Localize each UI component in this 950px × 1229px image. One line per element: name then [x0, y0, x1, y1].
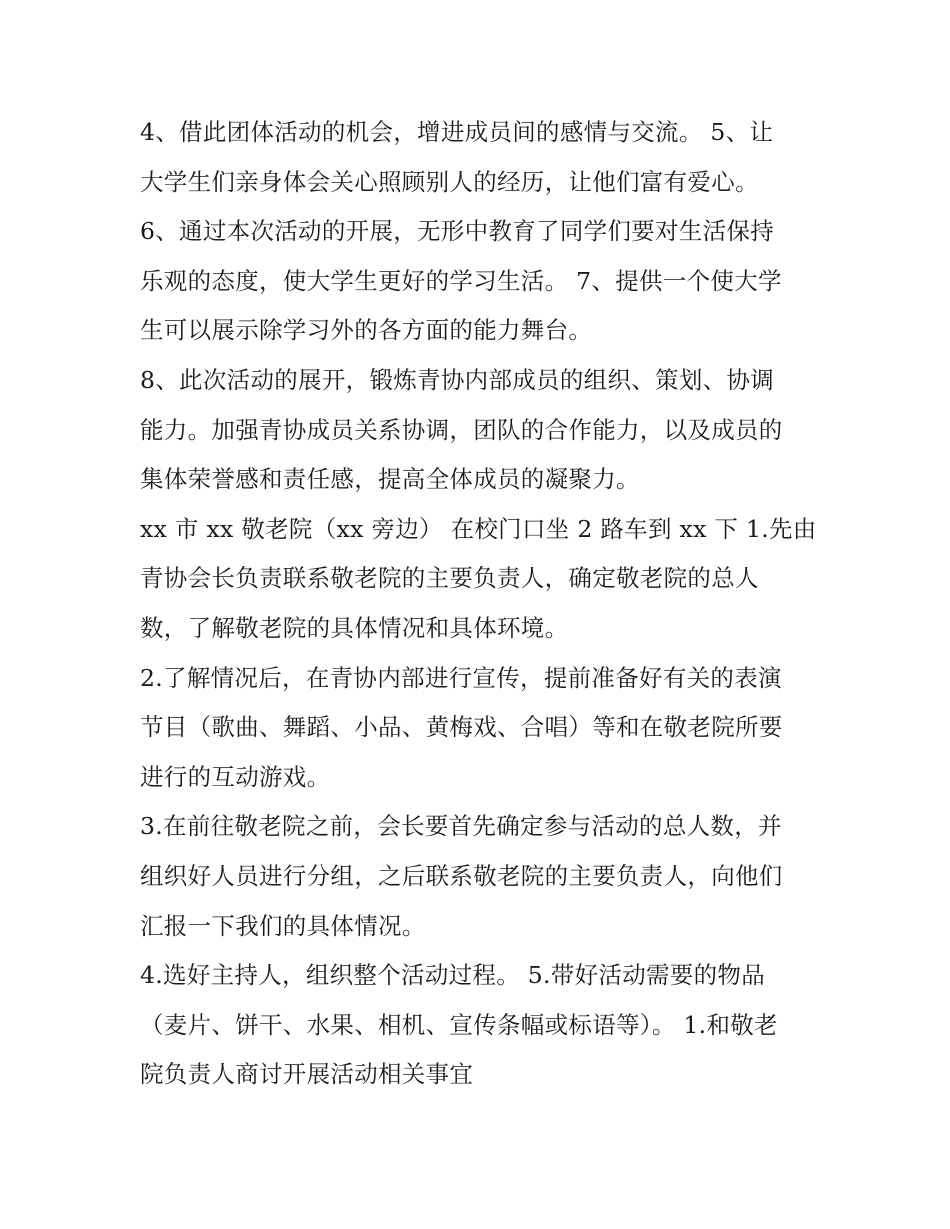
text-line: 能力。加强青协成员关系协调，团队的合作能力，以及成员的 — [140, 415, 783, 444]
text-line: 数，了解敬老院的具体情况和具体环境。 — [140, 613, 569, 642]
text-line: 院负责人商讨开展活动相关事宜 — [140, 1060, 474, 1089]
text-line: 生可以展示除学习外的各方面的能力舞台。 — [140, 316, 593, 345]
text-line: 3.在前往敬老院之前，会长要首先确定参与活动的总人数，并 — [140, 812, 782, 841]
paragraph-step-3 — [140, 802, 820, 951]
text-line: 大学生们亲身体会关心照顾别人的经历，让他们富有爱心。 — [140, 167, 759, 196]
text-line: （麦片、饼干、水果、相机、宣传条幅或标语等）。 1.和敬老 — [140, 1010, 778, 1039]
paragraph-step-2 — [140, 654, 820, 803]
text-line: 6、通过本次活动的开展，无形中教育了同学们要对生活保持 — [140, 217, 775, 246]
paragraph-step-4-5 — [140, 951, 820, 1100]
paragraph-location-step-1 — [140, 505, 820, 654]
paragraph-goal-8 — [140, 356, 820, 505]
text-line: 乐观的态度，使大学生更好的学习生活。 7、提供一个使大学 — [140, 266, 782, 295]
text-line: 2.了解情况后，在青协内部进行宣传，提前准备好有关的表演 — [140, 663, 782, 692]
text-line: 4、借此团体活动的机会，增进成员间的感情与交流。 5、让 — [140, 118, 774, 146]
text-line: 8、此次活动的展开，锻炼青协内部成员的组织、策划、协调 — [140, 365, 775, 394]
document-body — [140, 108, 820, 1100]
text-line: 青协会长负责联系敬老院的主要负责人，确定敬老院的总人 — [140, 564, 759, 593]
text-line: 集体荣誉感和责任感，提高全体成员的凝聚力。 — [140, 465, 640, 494]
text-line: 汇报一下我们的具体情况。 — [140, 911, 426, 940]
text-line: 节目（歌曲、舞蹈、小品、黄梅戏、合唱）等和在敬老院所要 — [140, 713, 783, 742]
text-line: 4.选好主持人，组织整个活动过程。 5.带好活动需要的物品 — [140, 961, 766, 990]
paragraph-goal-6-7 — [140, 207, 820, 356]
text-line: xx 市 xx 敬老院（xx 旁边） 在校门口坐 2 路车到 xx 下 1.先由 — [140, 514, 817, 543]
text-line: 组织好人员进行分组，之后联系敬老院的主要负责人，向他们 — [140, 861, 783, 890]
text-line: 进行的互动游戏。 — [140, 762, 331, 791]
paragraph-goal-4-5 — [140, 108, 820, 207]
